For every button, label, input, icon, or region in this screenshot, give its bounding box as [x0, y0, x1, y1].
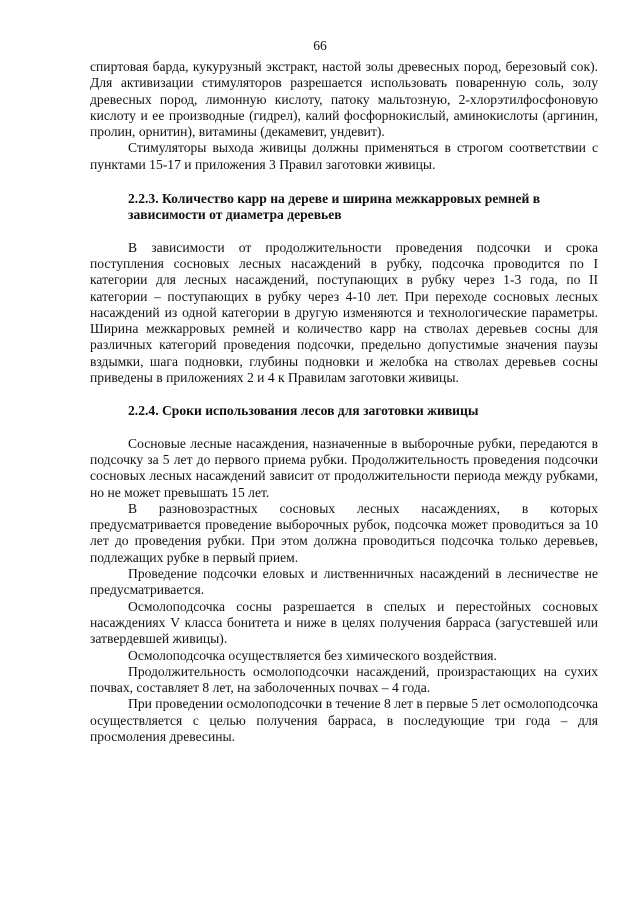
paragraph-selective-cuttings: Сосновые лесные насаждения, назначенные в выборочные рубки, передаются в подсочку за 5 лет до первого приема рубки. Продолжительность проведения подсочки сосновых лесных насаждений зависит от продолжительности периода между рубками, но не может превышать 15 лет. [90, 435, 598, 500]
paragraph-eight-year-scheme: При проведении осмолоподсочки в течение 8 лет в первые 5 лет осмолоподсочка осуществляется с целью получения барраса, в последующие три года – для просмоления древесины. [90, 696, 598, 744]
paragraph-resin-tapping-permitted: Осмолоподсочка сосны разрешается в спелых и перестойных сосновых насаждениях V класса бонитета и ниже в целях получения барраса (загустевшей или затвердевшей живицы). [90, 598, 598, 647]
paragraph-spruce-larch: Проведение подсочки еловых и лиственничных насаждений в лесничестве не предусматривается. [90, 566, 598, 598]
paragraph-categories: В зависимости от продолжительности проведения подсочки и срока поступления сосновых лесных насаждений в рубку, подсочка проводится по I категории для лесных насаждений, поступающих в рубку через 1-3 года, по II категории – поступающих в рубку через 4-10 лет. При переходе сосновых лесных насаждений из одной категории в другую изменяются и технологические параметры. Ширина межкарровых ремней и количество карр на стволах деревьев сосны для различных категорий проведения подсочки, предельно допустимые значения паузы вздымки, шага подновки, глубины подновки и желобка на стволах деревьев сосны приведены в приложениях 2 и 4 к Правилам заготовки живицы. [90, 239, 598, 386]
page-number: 66 [313, 38, 327, 53]
paragraph-stimulators: Стимуляторы выхода живицы должны применяться в строгом соответствии с пунктами 15-17 и приложения 3 Правил заготовки живицы. [90, 140, 598, 172]
section-heading-2-2-3: 2.2.3. Количество карр на дереве и ширина межкарровых ремней в зависимости от диаметра деревьев [128, 191, 541, 223]
section-heading-2-2-4: 2.2.4. Сроки использования лесов для заготовки живицы [128, 403, 479, 419]
paragraph-no-chemicals: Осмолоподсочка осуществляется без химического воздействия. [128, 647, 497, 663]
page-body [90, 59, 598, 745]
paragraph-continuation: спиртовая барда, кукурузный экстракт, настой золы древесных пород, березовый сок). Для активизации стимуляторов разрешается использовать поваренную соль, золу древесных пород, лимонную кислоту, патоку мальтозную, 2-хлорэтилфосфоновую кислоту и ее производные (гидрел), калий фосфорнокислый, аминокислоты (аргинин, пролин, орнитин), витамины (декамевит, ундевит). [90, 59, 598, 140]
paragraph-duration: Продолжительность осмолоподсочки насаждений, произрастающих на сухих почвах, составляет 8 лет, на заболоченных почвах – 4 года. [90, 663, 598, 696]
paragraph-uneven-aged-stands: В разновозрастных сосновых лесных насаждениях, в которых предусматривается проведение выборочных рубок, подсочка может проводиться за 10 лет до проведения рубки. При этом должна проводиться подсочка только деревьев, подлежащих рубке в первый прием. [90, 500, 598, 565]
